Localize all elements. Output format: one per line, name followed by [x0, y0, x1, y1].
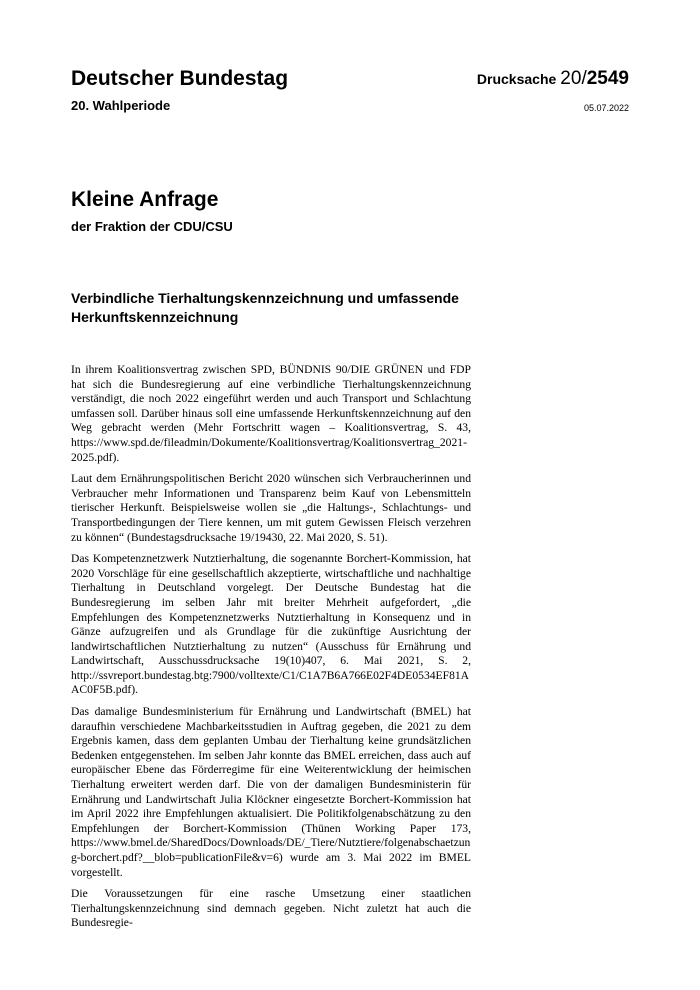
document-subject: Verbindliche Tierhaltungskennzeichnung und umfassende Herkunftskennzeichnung — [71, 290, 459, 325]
institution-name: Deutscher Bundestag — [71, 67, 289, 90]
document-type-block — [71, 187, 233, 236]
document-submitter: der Fraktion der CDU/CSU — [71, 219, 233, 234]
document-body — [71, 363, 471, 938]
drucksache-number — [477, 66, 629, 93]
drucksache-label: Drucksache — [476, 71, 557, 87]
legislative-period: 20. Wahlperiode — [71, 98, 171, 113]
body-paragraph-1: In ihrem Koalitionsvertrag zwischen SPD, BÜNDNIS 90/DIE GRÜNEN und FDP hat sich die Bundesregierung auf eine verbindliche Tierhaltungskennzeichnung verständigt, die noch 2022 eingeführt werden und auch Transport und Schlachtung umfassen soll. Darüber hinaus soll eine umfassende Herkunftskennzeichnung auf den Weg gebracht werden (Mehr Fortschritt wagen – Koalitionsvertrag, S. 43, https://www.spd.de/fileadmin/Dokumente/Koalitionsvertrag/Koalitionsvertrag_2021-2025.pdf). — [71, 363, 471, 464]
document-header-left — [71, 66, 288, 115]
body-paragraph-5: Die Voraussetzungen für eine rasche Umsetzung einer staatlichen Tierhaltungskennzeichnung sind demnach gegeben. Nicht zuletzt hat auch die Bundesregie- — [71, 887, 471, 930]
document-header-right — [477, 66, 629, 115]
drucksache-part1: 20 — [560, 68, 582, 89]
document-date: 05.07.2022 — [583, 103, 629, 113]
drucksache-part2: 2549 — [586, 68, 629, 89]
document-type: Kleine Anfrage — [71, 188, 219, 211]
drucksache-slash: / — [581, 68, 587, 89]
body-paragraph-2: Laut dem Ernährungspolitischen Bericht 2020 wünschen sich Verbraucherinnen und Verbraucher mehr Informationen und Transparenz beim Kauf von Lebensmitteln tierischer Herkunft. Beispielsweise wollen sie „die Haltungs-, Schlachtungs- und Transportbedingungen der Tiere kennen, um mit gutem Gewissen Fleisch verzehren zu können“ (Bundestagsdrucksache 19/19430, 22. Mai 2020, S. 51). — [71, 472, 471, 544]
body-paragraph-3: Das Kompetenznetzwerk Nutztierhaltung, die sogenannte Borchert-Kommission, hat 2020 Vorschläge für eine gesellschaftlich akzeptierte, wirtschaftliche und nachhaltige Tierhaltung in Deutschland vorgelegt. Der Deutsche Bundestag hat die Bundesregierung im selben Jahr mit breiter Mehrheit aufgefordert, „die Empfehlungen des Kompetenznetzwerks Nutztierhaltung in Konsequenz und in Gänze aufzugreifen und als Grundlage für die zukünftige Ausrichtung der landwirtschaftlichen Nutztierhaltung zu nutzen“ (Ausschuss für Ernährung und Landwirtschaft, Ausschussdrucksache 19(10)407, 6. Mai 2021, S. 2, http://ssvreport.bundestag.btg:7900/volltexte/C1/C1A7B6A766E02F4DE0534EF81AAC0F5B.pdf). — [71, 552, 471, 697]
body-paragraph-4: Das damalige Bundesministerium für Ernährung und Landwirtschaft (BMEL) hat daraufhin verschiedene Machbarkeitsstudien in Auftrag gegeben, die 2021 zu dem Ergebnis kamen, dass dem geplanten Umbau der Tierhaltung keine grundsätzlichen Bedenken entgegenstehen. Im selben Jahr konnte das BMEL erreichen, dass auch auf europäischer Ebene das Förderregime für eine Weiterentwicklung der heimischen Tierhaltung erweitert werden darf. Die von der damaligen Bundesministerin für Ernährung und Landwirtschaft Julia Klöckner eingesetzte Borchert-Kommission hat im April 2022 ihre Empfehlungen aktualisiert. Die Politikfolgenabschätzung zu den Empfehlungen der Borchert-Kommission (Thünen Working Paper 173, https://www.bmel.de/SharedDocs/Downloads/DE/_Tiere/Nutztiere/folgenabschaetzung-borchert.pdf?__blob=publicationFile&v=6) wurde am 3. Mai 2022 im BMEL vorgestellt. — [71, 705, 471, 879]
